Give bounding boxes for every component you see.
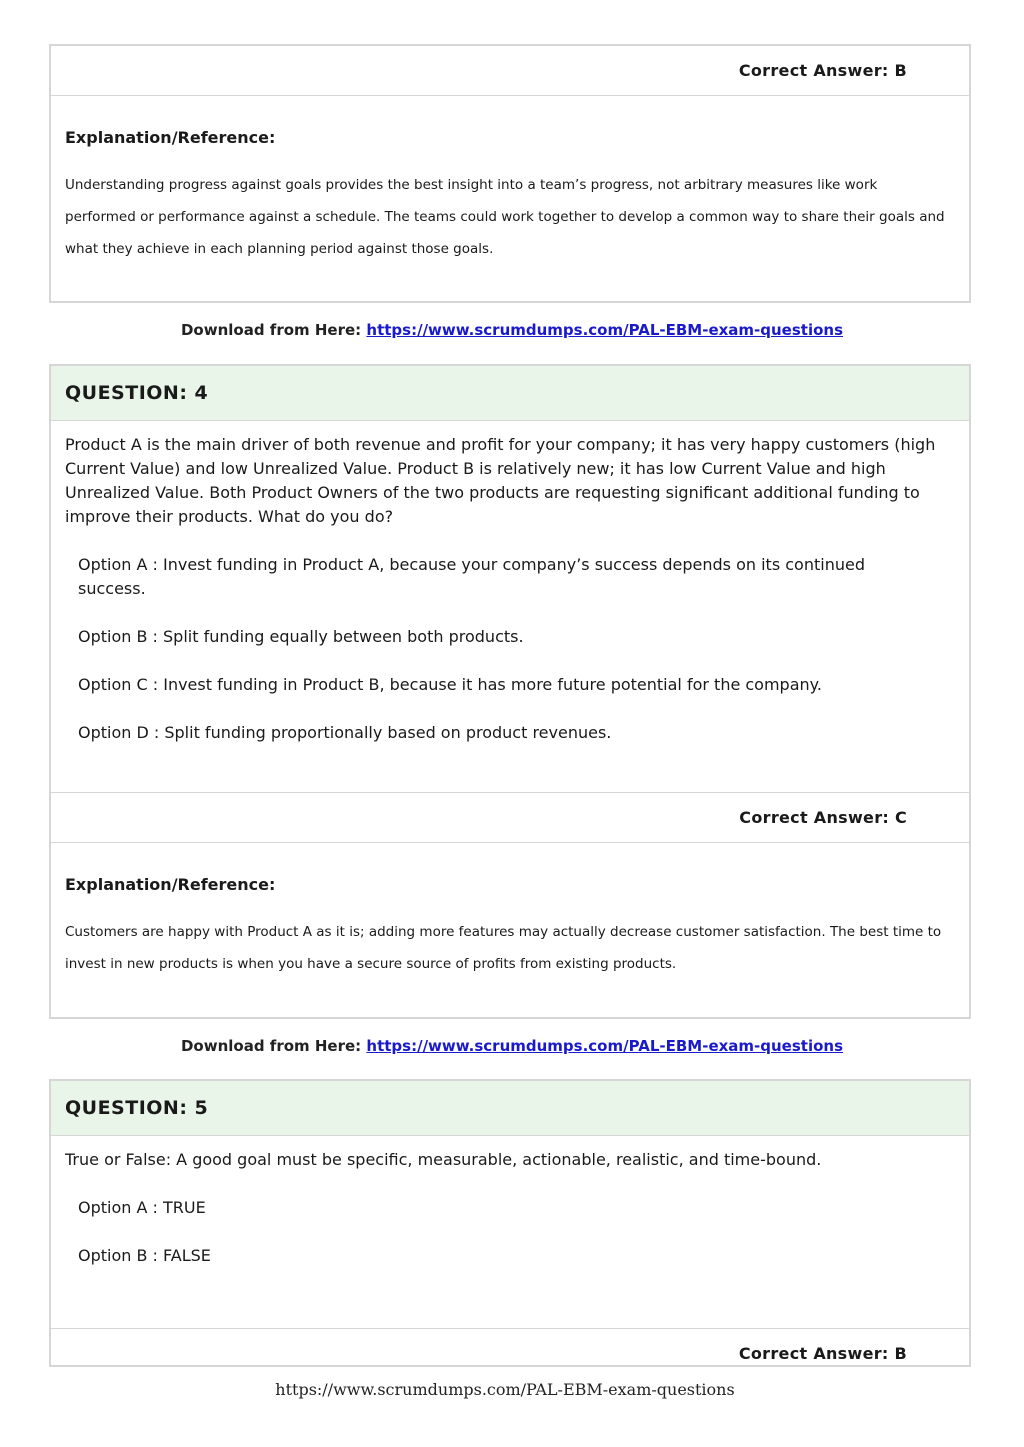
question-body [51,421,969,745]
explanation-text: Understanding progress against goals provides the best insight into a team’s progress, not arbitrary measures like work performed or performance against a schedule. The teams could work together to develop a common way to share their goals and what they achieve in each planning period against those goals. [65,177,945,257]
option-b[interactable]: Option B : FALSE [78,1246,211,1265]
option-a[interactable]: Option A : TRUE [78,1198,206,1217]
explanation-text: Customers are happy with Product A as it is; adding more features may actually decrease customer satisfaction. The best time to invest in new products is when you have a secure source of profits from existing products. [65,924,942,972]
download-link[interactable]: https://www.scrumdumps.com/PAL-EBM-exam-questions [366,321,844,339]
question-4-box [49,364,971,794]
question-body [51,1136,969,1328]
q3-answer-box [49,44,971,303]
question-text: True or False: A good goal must be specific, measurable, actionable, realistic, and time-bound. [65,1150,822,1169]
footer-url: https://www.scrumdumps.com/PAL-EBM-exam-questions [275,1380,735,1399]
option-d[interactable]: Option D : Split funding proportionally based on product revenues. [78,723,612,742]
question-text: Product A is the main driver of both revenue and profit for your company; it has very happy customers (high Current Value) and low Unrealized Value. Product B is relatively new; it has low Current Value and high Unrealized Value. Both Product Owners of the two products are requesting significant additional funding to improve their products. What do you do? [65,435,936,526]
download-line [0,1037,1024,1055]
correct-answer: Correct Answer: C [51,793,969,843]
download-label: Download from Here: [180,321,362,339]
explanation-title: Explanation/Reference: [65,128,276,147]
correct-answer: Correct Answer: B [51,1328,969,1378]
question-header: QUESTION: 4 [51,366,969,421]
explanation-section [51,875,969,980]
option-c[interactable]: Option C : Invest funding in Product B, because it has more future potential for the company. [78,675,822,694]
explanation-section [51,128,969,265]
option-a[interactable]: Option A : Invest funding in Product A, because your company’s success depends on its continued success. [78,555,865,598]
option-b[interactable]: Option B : Split funding equally between both products. [78,627,524,646]
q4-answer-box [49,792,971,1019]
correct-answer: Correct Answer: B [51,46,969,96]
question-5-box [49,1079,971,1367]
question-header: QUESTION: 5 [51,1081,969,1136]
explanation-title: Explanation/Reference: [65,875,276,894]
download-label: Download from Here: [180,1037,362,1055]
download-line [0,321,1024,339]
download-link[interactable]: https://www.scrumdumps.com/PAL-EBM-exam-questions [366,1037,844,1055]
